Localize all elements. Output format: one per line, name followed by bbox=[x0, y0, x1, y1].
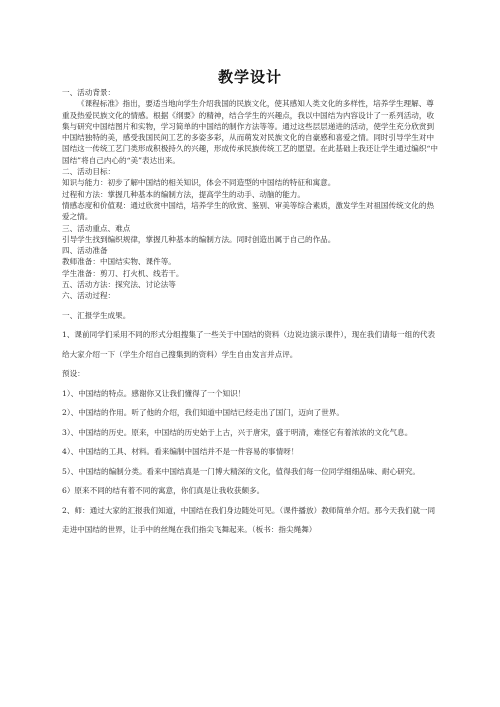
paragraph: 引导学生找到编织规律，掌握几种基本的编制方法。同时创造出属于自己的作品。 bbox=[62, 234, 336, 244]
paragraph: 1）、中国结的特点。感谢你又让我们懂得了一个知识！ bbox=[62, 388, 246, 398]
paragraph: 四、活动准备 bbox=[62, 246, 108, 256]
paragraph: 2、师：通过大家的汇报我们知道，中国结在我们身边随处可见。（课件播放）教师简单介绍。那今天我们就一同走进中国结的世界，让手中的丝绳在我们指尖飞舞起来。（板书：指尖绳舞） bbox=[62, 505, 436, 535]
paragraph: 2）、中国结的作用。听了他的介绍，我们知道中国结已经走出了国门，迈向了世界。 bbox=[62, 408, 344, 418]
paragraph: 三、活动重点、难点 bbox=[62, 223, 131, 233]
paragraph: 过程和方法：掌握几种基本的编制方法，提高学生的动手、动脑的能力。 bbox=[62, 189, 305, 199]
paragraph: 教师准备：中国结实物、课件等。 bbox=[62, 257, 176, 267]
section-activity-process bbox=[62, 306, 438, 540]
paragraph: 六、活动过程： bbox=[62, 291, 116, 301]
section-background-and-goals bbox=[62, 87, 438, 302]
paragraph: 3）、中国结的历史。原来，中国结的历史始于上古，兴于唐宋，盛于明清，难怪它有着浓浓的文化气息。 bbox=[62, 427, 413, 437]
paragraph: 二、活动目标： bbox=[62, 167, 116, 177]
paragraph: 1、课前同学们采用不同的形式分组搜集了一些关于中国结的资料（边说边演示课件），现在我们请每一组的代表给大家介绍一下（学生介绍自己搜集到的资料）学生自由发言并点评。 bbox=[62, 330, 436, 359]
paragraph: 学生准备：剪刀、打火机、线若干。 bbox=[62, 268, 184, 278]
paragraph: 知识与能力：初步了解中国结的相关知识，体会不同造型的中国结的特征和寓意。 bbox=[62, 178, 336, 188]
paragraph: 5）、中国结的编制分类。看来中国结真是一门博大精深的文化，值得我们每一位同学细细品味、耐心研究。 bbox=[62, 466, 420, 476]
document-title: 教学设计 bbox=[217, 68, 282, 86]
document-body bbox=[62, 87, 438, 540]
paragraph: 6）原来不同的结有着不同的寓意，你们真是让我收获颇多。 bbox=[62, 486, 265, 496]
paragraph: 一、活动背景： bbox=[62, 88, 116, 97]
paragraph: 《课程标准》指出，要适当地向学生介绍我国的民族文化，使其感知人类文化的多样性，培养学生理解、尊重及热爱民族文化的情感。根据《纲要》的精神，结合学生的兴趣点，我以中国结为内容设计了一系列活动，收集与研究中国结图片和实物，学习简单的中国结的制作方法等等。通过这些层层递进的活动，使学生充分欣赏到中国结独特的美，感受我国民间工艺的多姿多彩，从而萌发对民族文化的自豪感和喜爱之情。同时引导学生对中国结这一传统工艺门类形成积极持久的兴趣，形成传承民族传统工艺的愿望。在此基础上我还让学生通过编织“中国结”将自己内心的“美”表达出来。 bbox=[62, 99, 438, 165]
paragraph: 情感态度和价值观：通过欣赏中国结，培养学生的欣赏、鉴别、审美等综合素质，激发学生对祖国传统文化的热爱之情。 bbox=[62, 200, 435, 222]
paragraph: 预设： bbox=[62, 369, 85, 379]
paragraph: 五、活动方法：探究法、讨论法等 bbox=[62, 280, 176, 290]
paragraph: 一、汇报学生成果。 bbox=[62, 310, 131, 320]
paragraph: 4）、中国结的工具、材料。看来编制中国结并不是一件容易的事情呀！ bbox=[62, 447, 299, 457]
